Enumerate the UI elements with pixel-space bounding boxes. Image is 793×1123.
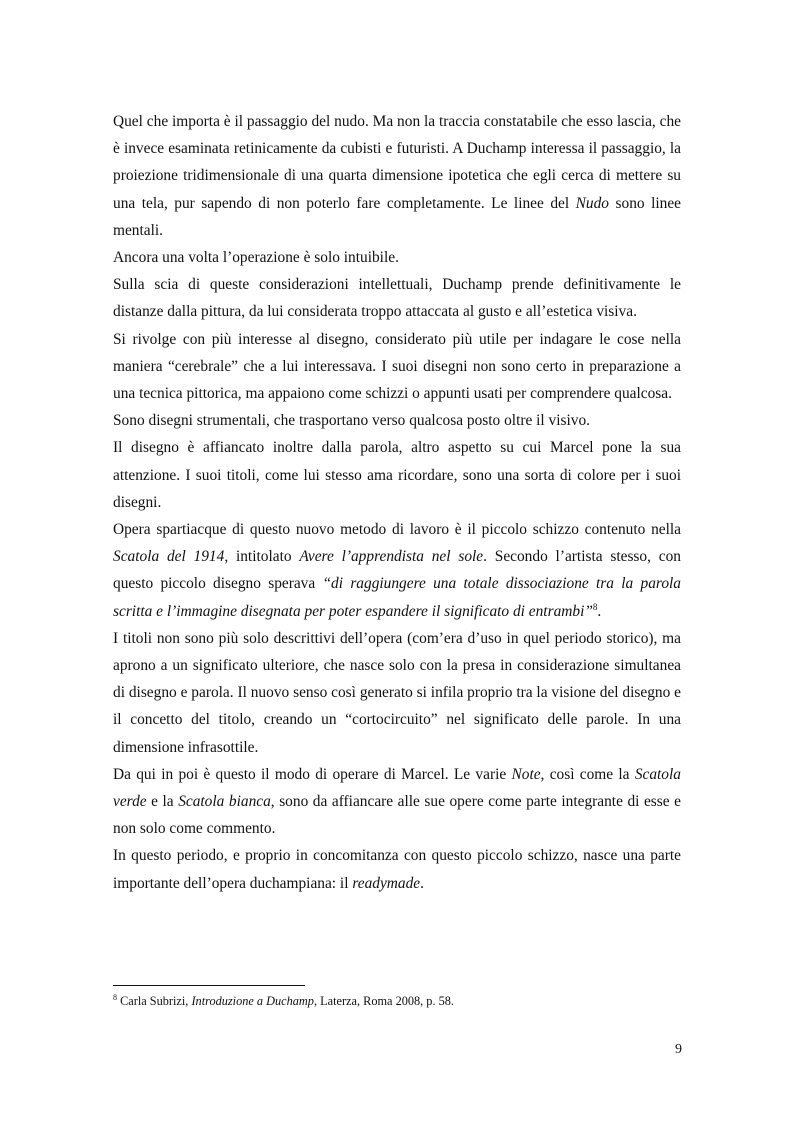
paragraph: Ancora una volta l’operazione è solo intuibile. [113,249,399,267]
paragraph: Opera spartiacque di questo nuovo metodo di lavoro è il piccolo schizzo contenuto nella Scatola del 1914, intitolato Avere l’apprendista nel sole. Secondo l’artista stesso, con questo piccolo disegno sperava “di raggiungere una totale dissociazione tra la parola scritta e l’immagine disegnata per poter espandere il significato di entrambi”$^8$. [113,521,682,620]
paragraph: In questo periodo, e proprio in concomitanza con questo piccolo schizzo, nasce una parte importante dell’opera duchampiana: il readymade. [113,847,681,892]
paragraph: Quel che importa è il passaggio del nudo. Ma non la traccia constatabile che esso lascia, che è invece esaminata retinicamente da cubisti e futuristi. A Duchamp interessa il passaggio, la proiezione tridimensionale di una quarta dimensione ipotetica che egli cerca di mettere su una tela, pur sapendo di non poterlo fare completamente. Le linee del Nudo sono linee mentali. [113,113,681,239]
paragraph: I titoli non sono più solo descrittivi dell’opera (com’era d’uso in quel periodo storico), ma aprono a un significato ulteriore, che nasce solo con la presa in considerazione simultanea di disegno e parola. Il nuovo senso così generato si infila proprio tra la visione del disegno e il concetto del titolo, creando un “cortocircuito” nel significato delle parole. In una dimensione infrasottile. [113,629,681,756]
page-number: 9 [675,1042,682,1057]
paragraph: Si rivolge con più interesse al disegno, considerato più utile per indagare le cose nella maniera “cerebrale” che a lui interessava. I suoi disegni non sono certo in preparazione a una tecnica pittorica, ma appaiono come schizzi o appunti usati per comprendere qualcosa. [113,330,681,403]
paragraph: Il disegno è affiancato inoltre dalla parola, altro aspetto su cui Marcel pone la sua attenzione. I suoi titoli, come lui stesso ama ricordare, sono una sorta di colore per i suoi disegni. [113,439,681,511]
footnote-title: Introduzione a Duchamp [191,994,314,1008]
paragraph: Da qui in poi è questo il modo di operare di Marcel. Le varie Note, così come la Scatola verde e la Scatola bianca, sono da affiancare alle sue opere come parte integrante di esse e non solo come commento. [113,765,681,838]
paragraph: Sono disegni strumentali, che trasportano verso qualcosa posto oltre il visivo. [113,412,591,430]
footnote: $^8$ Carla Subrizi, Introduzione a Duchamp, Laterza, Roma 2008, p. 58. [113,992,454,1008]
footnote-divider [113,985,305,986]
footnote-reference[interactable]: 8 [592,601,598,612]
paragraph: Sulla scia di queste considerazioni intellettuali, Duchamp prende definitivamente le distanze dalla pittura, da lui considerata troppo attaccata al gusto e all’estetica visiva. [113,276,681,321]
body-text [113,108,681,897]
footnote-marker: 8 [113,992,117,1002]
